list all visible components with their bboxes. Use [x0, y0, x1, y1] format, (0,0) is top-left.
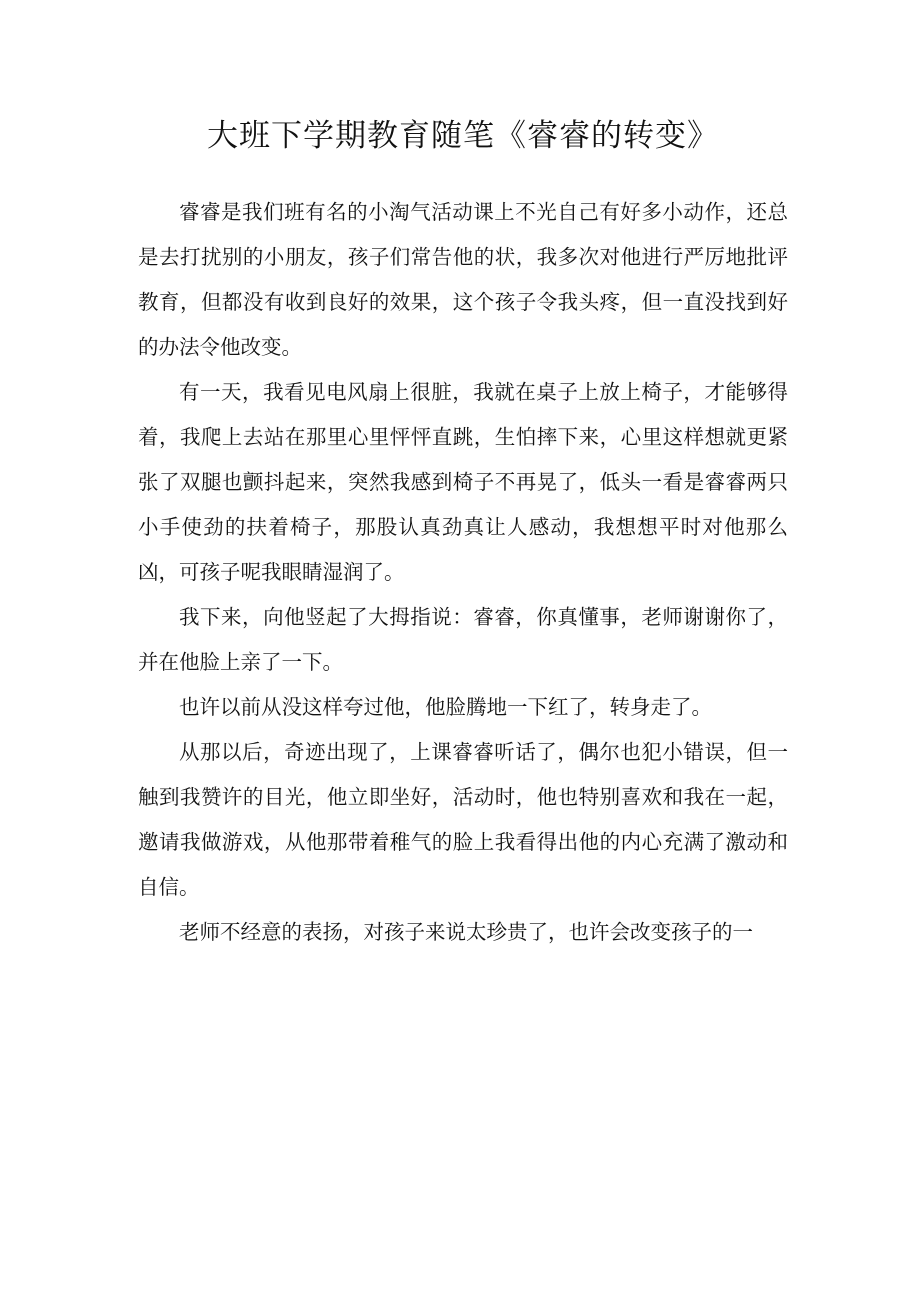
- paragraph: 也许以前从没这样夸过他，他脸腾地一下红了，转身走了。: [179, 695, 712, 719]
- paragraph: 有一天，我看见电风扇上很脏，我就在桌子上放上椅子，才能够得着，我爬上去站在那里心里怦怦直跳，生怕摔下来，心里这样想就更紧张了双腿也颤抖起来，突然我感到椅子不再晃了，低头一看是睿睿两只小手使劲的扶着椅子，那股认真劲真让人感动，我想想平时对他那么凶，可孩子呢我眼睛湿润了。: [138, 380, 788, 584]
- paragraph: 从那以后，奇迹出现了，上课睿睿听话了，偶尔也犯小错误，但一触到我赞许的目光，他立即坐好，活动时，他也特别喜欢和我在一起，邀请我做游戏，从他那带着稚气的脸上我看得出他的内心充满了激动和自信。: [138, 740, 788, 899]
- paragraph: 我下来，向他竖起了大拇指说：睿睿，你真懂事，老师谢谢你了，并在他脸上亲了一下。: [138, 605, 788, 674]
- paragraph: 老师不经意的表扬，对孩子来说太珍贵了，也许会改变孩子的一: [179, 920, 753, 944]
- paragraph: 睿睿是我们班有名的小淘气活动课上不光自己有好多小动作，还总是去打扰别的小朋友，孩子们常告他的状，我多次对他进行严厉地批评教育，但都没有收到良好的效果，这个孩子令我头疼，但一直没找到好的办法令他改变。: [138, 200, 788, 359]
- document-body: [138, 190, 788, 955]
- document-title: 大班下学期教育随笔《睿睿的转变》: [207, 118, 719, 154]
